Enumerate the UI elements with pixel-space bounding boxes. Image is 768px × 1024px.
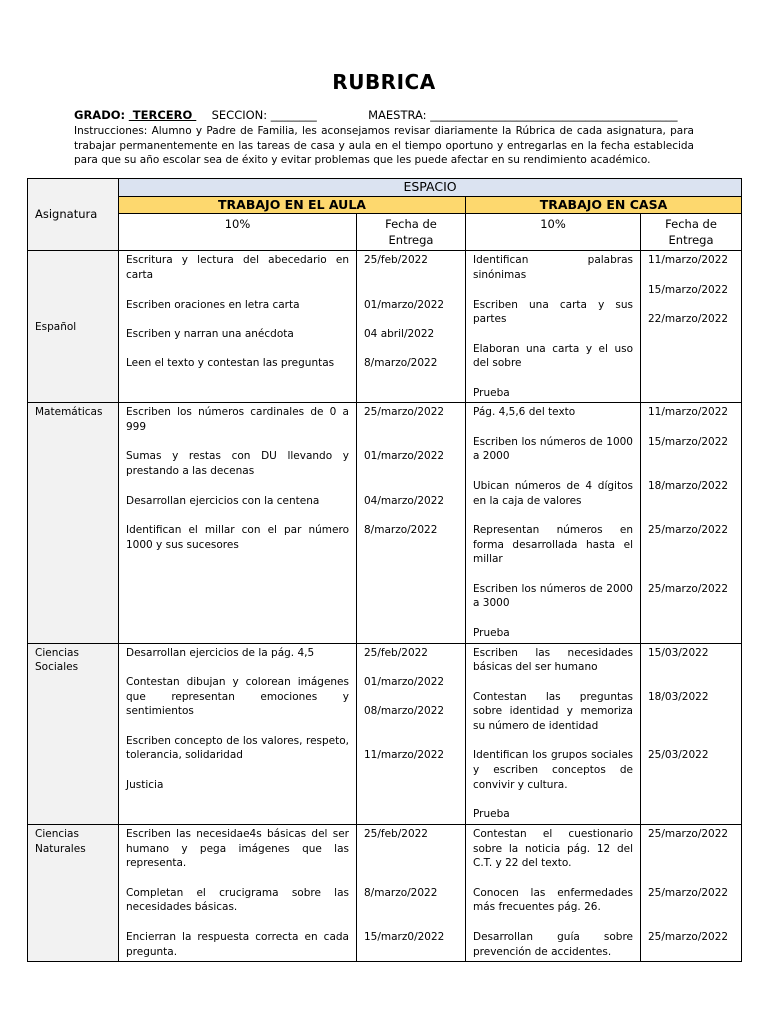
list-item: Escriben los números cardinales de 0 a 999 <box>126 406 349 434</box>
list-item: Prueba <box>473 808 510 821</box>
list-item: Identifican el millar con el par número 1000 y sus sucesores <box>126 523 349 551</box>
table-row <box>28 643 742 824</box>
subject-cell: Ciencias Naturales <box>28 824 119 961</box>
list-item: Escriben una carta y sus partes <box>473 298 633 326</box>
list-item: Ubican números de 4 dígitos en la caja de valores <box>473 479 633 507</box>
list-item: Desarrollan ejercicios de la pág. 4,5 <box>126 646 315 659</box>
maestra-blank: ___________________________________________ <box>430 108 678 122</box>
date-item: 25/03/2022 <box>648 749 709 762</box>
list-item: Prueba <box>473 386 510 399</box>
aula-header: TRABAJO EN EL AULA <box>119 196 466 214</box>
aula-activities <box>119 824 357 961</box>
casa-percent: 10% <box>466 214 641 251</box>
aula-dates <box>357 824 466 961</box>
date-item: 8/marzo/2022 <box>364 357 438 370</box>
date-item: 25/feb/2022 <box>364 646 428 659</box>
casa-fecha-header: Fecha de Entrega <box>641 214 742 251</box>
aula-fecha-header: Fecha de Entrega <box>357 214 466 251</box>
date-item: 25/marzo/2022 <box>648 827 729 840</box>
date-item: 15/03/2022 <box>648 646 709 659</box>
aula-activities <box>119 643 357 824</box>
maestra-label: MAESTRA: <box>368 108 427 122</box>
espacio-header: ESPACIO <box>119 179 742 197</box>
date-item: 22/marzo/2022 <box>648 313 729 326</box>
subject-cell: Ciencias Sociales <box>28 643 119 824</box>
casa-activities <box>466 251 641 403</box>
date-item: 11/marzo/2022 <box>364 749 445 762</box>
date-item: 8/marzo/2022 <box>364 886 438 899</box>
casa-dates <box>641 403 742 643</box>
casa-activities <box>466 403 641 643</box>
list-item: Escriben oraciones en letra carta <box>126 298 300 311</box>
list-item: Identifican los grupos sociales y escriben conceptos de convivir y cultura. <box>473 749 633 791</box>
subject-cell: Español <box>28 251 119 403</box>
date-item: 25/feb/2022 <box>364 827 428 840</box>
casa-activities <box>466 643 641 824</box>
list-item: Justicia <box>126 778 164 791</box>
casa-dates <box>641 643 742 824</box>
grado-label: GRADO: <box>74 108 126 122</box>
list-item: Escriben y narran una anécdota <box>126 327 294 340</box>
date-item: 18/03/2022 <box>648 690 709 703</box>
casa-dates <box>641 251 742 403</box>
document-title: RUBRICA <box>332 70 436 94</box>
date-item: 01/marzo/2022 <box>364 450 445 463</box>
list-item: Representan números en forma desarrollada hasta el millar <box>473 523 633 566</box>
asignatura-header: Asignatura <box>28 179 119 251</box>
list-item: Sumas y restas con DU llevando y prestando a las decenas <box>126 450 349 478</box>
seccion-label: SECCION: <box>211 108 268 122</box>
instructions-text: Instrucciones: Alumno y Padre de Familia, les aconsejamos revisar diariamente la Rúbrica de cada asignatura, para trabajar permanentemente en las tareas de casa y aula en el tiempo oportuno y entregarlas en la fecha establecida para que su año escolar sea de éxito y evitar problemas que les puede afectar en su rendimiento académico. <box>74 125 694 166</box>
list-item: Escriben concepto de los valores, respeto, tolerancia, solidaridad <box>126 734 349 762</box>
seccion-blank: ________ <box>270 108 317 122</box>
date-item: 25/feb/2022 <box>364 254 428 267</box>
list-item: Desarrollan guía sobre prevención de accidentes. <box>473 930 633 958</box>
list-item: Escriben los números de 1000 a 2000 <box>473 435 633 463</box>
list-item: Contestan el cuestionario sobre la noticia pág. 12 del C.T. y 22 del texto. <box>473 827 633 870</box>
rubric-table <box>27 178 742 962</box>
header-line <box>74 108 694 122</box>
aula-dates <box>357 643 466 824</box>
grado-value: TERCERO <box>128 108 197 122</box>
casa-header: TRABAJO EN CASA <box>466 196 742 214</box>
date-item: 25/marzo/2022 <box>648 930 729 943</box>
date-item: 15/marz0/2022 <box>364 930 445 943</box>
subject-cell: Matemáticas <box>28 403 119 643</box>
table-row <box>28 403 742 643</box>
date-item: 04 abril/2022 <box>364 327 435 340</box>
date-item: 15/marzo/2022 <box>648 283 729 296</box>
list-item: Encierran la respuesta correcta en cada pregunta. <box>126 930 349 958</box>
list-item: Contestan dibujan y colorean imágenes que representan emociones y sentimientos <box>126 675 349 718</box>
date-item: 25/marzo/2022 <box>648 523 729 536</box>
list-item: Escriben las necesidades básicas del ser humano <box>473 646 633 674</box>
list-item: Desarrollan ejercicios con la centena <box>126 494 320 507</box>
table-row <box>28 251 742 403</box>
list-item: Escritura y lectura del abecedario en carta <box>126 254 349 282</box>
date-item: 25/marzo/2022 <box>648 582 729 595</box>
list-item: Conocen las enfermedades más frecuentes pág. 26. <box>473 886 633 914</box>
date-item: 11/marzo/2022 <box>648 254 729 267</box>
date-item: 04/marzo/2022 <box>364 494 445 507</box>
date-item: 18/marzo/2022 <box>648 479 729 492</box>
list-item: Leen el texto y contestan las preguntas <box>126 357 335 370</box>
list-item: Elaboran una carta y el uso del sobre <box>473 342 633 370</box>
date-item: 25/marzo/2022 <box>648 886 729 899</box>
list-item: Prueba <box>473 626 510 639</box>
date-item: 01/marzo/2022 <box>364 675 445 688</box>
table-row <box>28 824 742 961</box>
date-item: 01/marzo/2022 <box>364 298 445 311</box>
casa-dates <box>641 824 742 961</box>
casa-activities <box>466 824 641 961</box>
date-item: 08/marzo/2022 <box>364 705 445 718</box>
list-item: Completan el crucigrama sobre las necesidades básicas. <box>126 886 349 914</box>
date-item: 15/marzo/2022 <box>648 435 729 448</box>
date-item: 11/marzo/2022 <box>648 406 729 419</box>
list-item: Contestan las preguntas sobre identidad y memoriza su número de identidad <box>473 690 633 733</box>
date-item: 25/marzo/2022 <box>364 406 445 419</box>
aula-percent: 10% <box>119 214 357 251</box>
aula-dates <box>357 251 466 403</box>
aula-activities <box>119 403 357 643</box>
aula-dates <box>357 403 466 643</box>
date-item: 8/marzo/2022 <box>364 523 438 536</box>
list-item: Pág. 4,5,6 del texto <box>473 406 576 419</box>
list-item: Escriben las necesidae4s básicas del ser humano y pega imágenes que las representa. <box>126 827 349 870</box>
list-item: Escriben los números de 2000 a 3000 <box>473 582 633 610</box>
list-item: Identifican palabras sinónimas <box>473 254 633 282</box>
aula-activities <box>119 251 357 403</box>
